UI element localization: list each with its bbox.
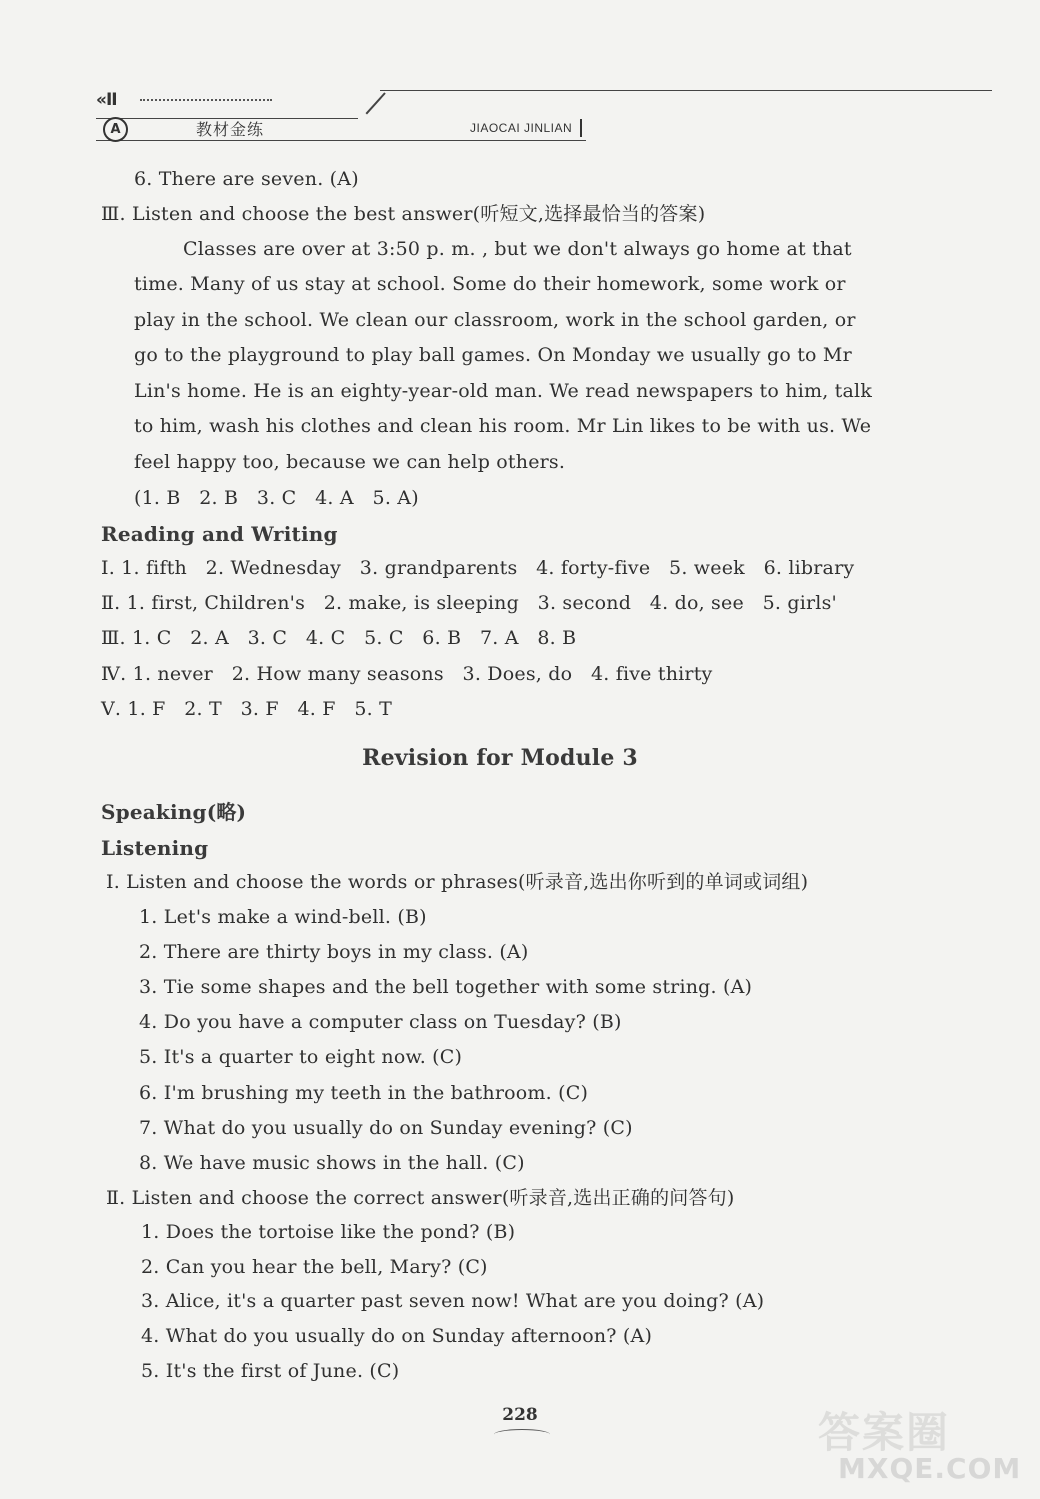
- header-arrows: «II: [96, 90, 117, 110]
- section-title: Reading and Writing: [101, 522, 338, 546]
- answer-line: Ⅰ. 1. fifth 2. Wednesday 3. grandparents 4. forty-five 5. week 6. library: [101, 557, 855, 579]
- question-line: 5. It's the first of June. (C): [141, 1360, 400, 1382]
- answer-line: Ⅱ. 1. first, Children's 2. make, is sleeping 3. second 4. do, see 5. girls': [101, 592, 837, 614]
- section-heading: Ⅲ. Listen and choose the best answer(听短文,选择最恰当的答案): [101, 203, 706, 225]
- page-number-ornament: [494, 1429, 550, 1440]
- question-line: 1. Let's make a wind-bell. (B): [139, 906, 427, 928]
- passage-line: Classes are over at 3:50 p. m. , but we don't always go home at that: [183, 238, 852, 260]
- header-logo-icon: A: [103, 117, 128, 142]
- section-title: Listening: [101, 836, 209, 860]
- question-line: 2. There are thirty boys in my class. (A): [139, 941, 529, 963]
- passage-line: go to the playground to play ball games. On Monday we usually go to Mr: [134, 344, 852, 366]
- question-line: 1. Does the tortoise like the pond? (B): [141, 1221, 516, 1243]
- question-line: 7. What do you usually do on Sunday evening? (C): [139, 1117, 633, 1139]
- answer-key: (1. B 2. B 3. C 4. A 5. A): [134, 487, 419, 509]
- page-number: 228: [502, 1405, 538, 1425]
- header-top-rule: [380, 90, 992, 91]
- answer-line: 6. There are seven. (A): [134, 168, 359, 190]
- watermark-logo: 答案圈: [818, 1408, 951, 1457]
- header-rule-lower: [96, 140, 586, 141]
- header-dotted-rule: [140, 99, 272, 101]
- question-line: 3. Tie some shapes and the bell together with some string. (A): [139, 976, 753, 998]
- header-bar: [580, 119, 582, 137]
- question-line: 4. Do you have a computer class on Tuesday? (B): [139, 1011, 622, 1033]
- section-heading: Ⅱ. Listen and choose the correct answer(听录音,选出正确的问答句): [106, 1187, 735, 1209]
- watermark-url: MXQE.COM: [838, 1452, 1022, 1485]
- question-line: 5. It's a quarter to eight now. (C): [139, 1046, 463, 1068]
- question-line: 8. We have music shows in the hall. (C): [139, 1152, 525, 1174]
- passage-line: time. Many of us stay at school. Some do their homework, some work or: [134, 273, 846, 295]
- header-slant-rule: [366, 92, 386, 114]
- question-line: 3. Alice, it's a quarter past seven now! What are you doing? (A): [141, 1290, 765, 1312]
- answer-line: Ⅴ. 1. F 2. T 3. F 4. F 5. T: [101, 698, 393, 720]
- passage-line: feel happy too, because we can help others.: [134, 451, 566, 473]
- module-title: Revision for Module 3: [362, 745, 638, 771]
- header-title-en: JIAOCAI JINLIAN: [470, 121, 573, 135]
- answer-line: Ⅳ. 1. never 2. How many seasons 3. Does, do 4. five thirty: [101, 663, 713, 685]
- passage-line: to him, wash his clothes and clean his room. Mr Lin likes to be with us. We: [134, 415, 872, 437]
- page-header: [0, 0, 1000, 160]
- question-line: 2. Can you hear the bell, Mary? (C): [141, 1256, 488, 1278]
- section-heading: Ⅰ. Listen and choose the words or phrases(听录音,选出你听到的单词或词组): [106, 871, 809, 893]
- header-title-cn: 教材金练: [196, 120, 265, 139]
- passage-line: Lin's home. He is an eighty-year-old man. We read newspapers to him, talk: [134, 380, 873, 402]
- question-line: 4. What do you usually do on Sunday afternoon? (A): [141, 1325, 653, 1347]
- section-title: Speaking(略): [101, 800, 247, 824]
- question-line: 6. I'm brushing my teeth in the bathroom. (C): [139, 1082, 589, 1104]
- passage-line: play in the school. We clean our classroom, work in the school garden, or: [134, 309, 856, 331]
- answer-line: Ⅲ. 1. C 2. A 3. C 4. C 5. C 6. B 7. A 8. B: [101, 627, 577, 649]
